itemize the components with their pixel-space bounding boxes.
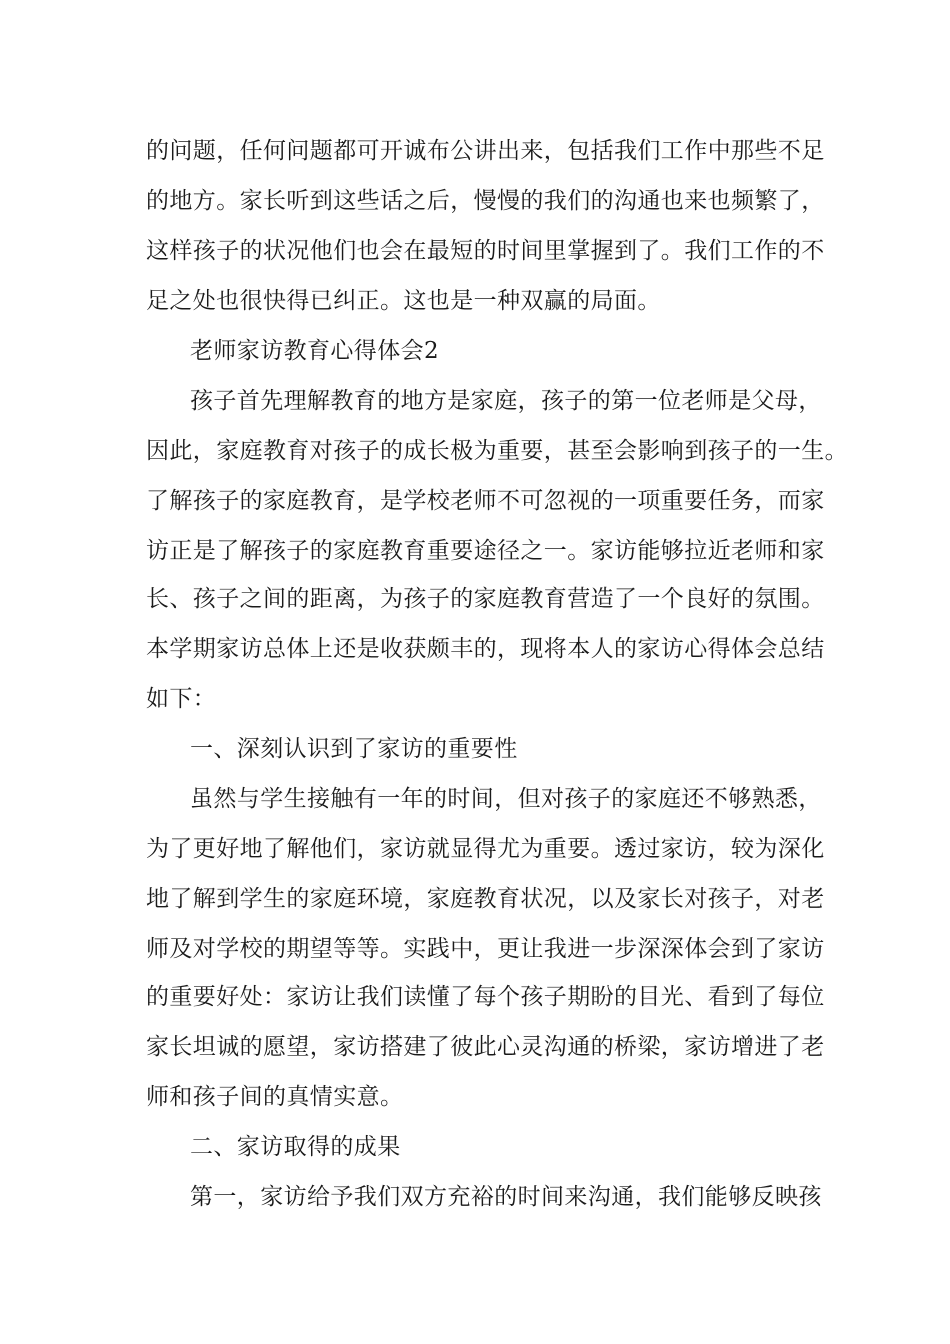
paragraph-line: 访正是了解孩子的家庭教育重要途径之一。家访能够拉近老师和家 — [146, 538, 825, 564]
paragraph-line: 了解孩子的家庭教育，是学校老师不可忽视的一项重要任务，而家 — [146, 488, 825, 514]
paragraph-line: 家长坦诚的愿望，家访搭建了彼此心灵沟通的桥梁，家访增进了老 — [146, 1034, 825, 1060]
paragraph-line: 足之处也很快得已纠正。这也是一种双赢的局面。 — [146, 288, 661, 314]
paragraph-line: 师和孩子间的真情实意。 — [146, 1084, 404, 1110]
subsection-heading: 一、深刻认识到了家访的重要性 — [190, 736, 518, 762]
paragraph-line: 如下： — [146, 686, 217, 712]
paragraph-line: 这样孩子的状况他们也会在最短的时间里掌握到了。我们工作的不 — [146, 238, 825, 264]
paragraph-line: 的地方。家长听到这些话之后，慢慢的我们的沟通也来也频繁了， — [146, 188, 825, 214]
paragraph-line: 地了解到学生的家庭环境，家庭教育状况，以及家长对孩子，对老 — [146, 886, 825, 912]
paragraph-line: 本学期家访总体上还是收获颇丰的，现将本人的家访心得体会总结 — [146, 636, 825, 662]
paragraph-line: 师及对学校的期望等等。实践中，更让我进一步深深体会到了家访 — [146, 936, 825, 962]
paragraph-line: 长、孩子之间的距离，为孩子的家庭教育营造了一个良好的氛围。 — [146, 586, 825, 612]
subsection-heading: 二、家访取得的成果 — [190, 1134, 401, 1160]
paragraph-line: 虽然与学生接触有一年的时间，但对孩子的家庭还不够熟悉， — [190, 786, 822, 812]
paragraph-line: 因此，家庭教育对孩子的成长极为重要，甚至会影响到孩子的一生。 — [146, 438, 848, 464]
paragraph-line: 为了更好地了解他们，家访就显得尤为重要。透过家访，较为深化 — [146, 836, 825, 862]
paragraph-line: 的问题，任何问题都可开诚布公讲出来，包括我们工作中那些不足 — [146, 138, 825, 164]
section-heading: 老师家访教育心得体会2 — [190, 338, 440, 364]
paragraph-line: 第一，家访给予我们双方充裕的时间来沟通，我们能够反映孩 — [190, 1184, 822, 1210]
paragraph-line: 孩子首先理解教育的地方是家庭，孩子的第一位老师是父母， — [190, 388, 822, 414]
paragraph-line: 的重要好处：家访让我们读懂了每个孩子期盼的目光、看到了每位 — [146, 984, 825, 1010]
